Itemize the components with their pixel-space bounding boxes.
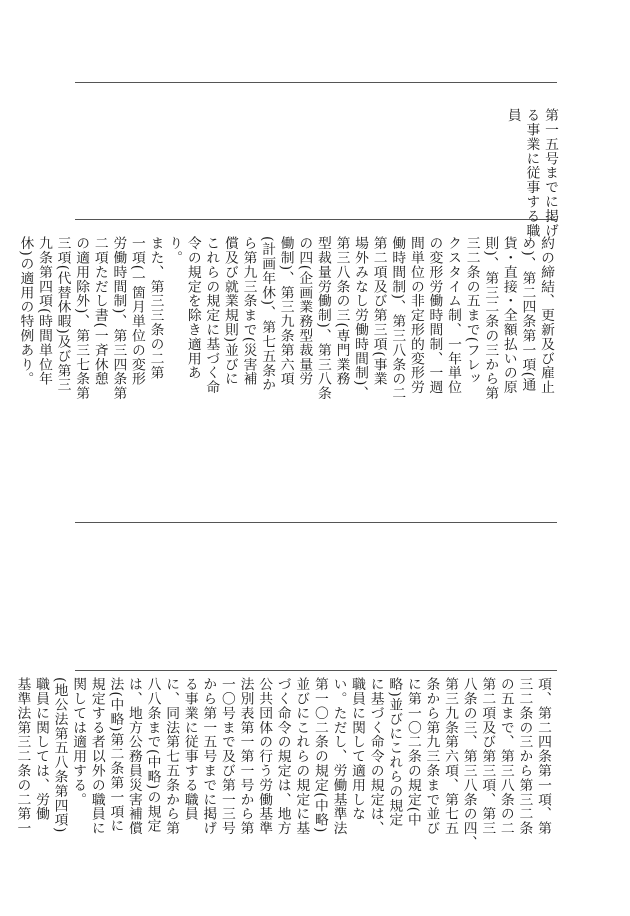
text-line: の変形労働時間制、一週 — [426, 236, 443, 395]
text-line: 三項(代替休暇)及び第三 — [54, 236, 71, 392]
text-line: 則)、第三二条の三から第 — [482, 236, 499, 401]
text-line: 働制)、第三九条第六項 — [277, 236, 294, 386]
text-block-local-public-service-law — [13, 677, 552, 850]
text-line: 第二項及び第三項、第三 — [479, 677, 496, 836]
text-line: 第二項及び第三項(事業 — [370, 236, 387, 386]
text-line: の四(企画業務型裁量労 — [296, 236, 313, 386]
text-block-exceptions — [16, 236, 555, 400]
text-line: づく命令の規定は、地方 — [274, 677, 291, 836]
text-line: 一〇号まで及び第一三号 — [218, 677, 235, 836]
text-line: 八条の三、第三八条の四、 — [460, 677, 477, 850]
text-line: 一項(一箇月単位の変形 — [128, 236, 145, 386]
text-line: り。 — [166, 236, 183, 265]
divider-rule — [75, 522, 557, 523]
text-line: 公共団体の行う労働基準 — [256, 677, 273, 836]
text-line: 償及び就業規則)並びに — [221, 236, 238, 386]
text-line: 労働時間制)、第三四条第 — [110, 236, 127, 401]
text-line: る事業に従事する職 — [523, 108, 540, 238]
text-line: 間単位の非定形的変形労 — [407, 236, 424, 395]
text-line: る事業に従事する職員 — [181, 677, 198, 821]
text-line: い。ただし、労働基準法 — [330, 677, 347, 836]
text-line: 条から第九三条まで並び — [423, 677, 440, 836]
text-line: の五まで、第三八条の二 — [497, 677, 514, 836]
text-line: これらの規定に基づく命 — [203, 236, 220, 395]
text-line: ら第九三条まで(災害補 — [240, 236, 257, 386]
text-line: 法別表第一第一号から第 — [237, 677, 254, 836]
text-line: 職員に関しては、労働 — [32, 677, 49, 821]
text-line: から第一五号までに掲げ — [200, 677, 217, 836]
text-line: 関しては適用する。 — [70, 677, 87, 807]
text-line: 働時間制)、第三八条の二 — [389, 236, 406, 401]
text-line: 型裁量労働制)、第三八条 — [314, 236, 331, 401]
text-line: に第一〇二条の規定(中 — [404, 677, 421, 827]
text-line: 休)の適用の特例あり。 — [17, 236, 34, 386]
text-line: 三二条の五まで(フレッ — [463, 236, 480, 386]
text-line: 規定する者以外の職員に — [88, 677, 105, 836]
text-line: (地公法第五八条第四項) — [51, 677, 68, 833]
text-line: 法(中略)第二条第一項に — [107, 677, 124, 833]
text-line: 項、第二四条第一項、第 — [535, 677, 551, 836]
text-line: の適用除外)、第三七条第 — [73, 236, 90, 401]
text-line: 職員に関して適用しな — [349, 677, 366, 821]
text-line: 第一五号までに掲げ — [542, 108, 558, 238]
text-line: クスタイム制、一年単位 — [445, 236, 462, 395]
text-line: 略)並びにこれらの規定 — [386, 677, 403, 827]
text-line: 第一〇二条の規定(中略) — [311, 677, 328, 833]
text-line: に、同法第七五条から第 — [163, 677, 180, 836]
text-line: は、地方公務員災害補償 — [125, 677, 142, 836]
text-line: 場外みなし労働時間制)、 — [352, 236, 369, 401]
text-line: 三二条の三から第三二条 — [516, 677, 533, 836]
text-line: 二項ただし書(一斉休憩 — [91, 236, 108, 386]
text-line: 貨・直接・全額払いの原 — [500, 236, 517, 395]
text-line: 八八条まで(中略)の規定 — [144, 677, 161, 833]
divider-rule — [75, 219, 557, 220]
divider-rule — [75, 82, 557, 83]
text-line: 員 — [504, 108, 521, 123]
divider-rule — [75, 670, 557, 671]
text-block-applicable-staff — [503, 108, 559, 238]
text-line: に基づく命令の規定は、 — [367, 677, 384, 836]
text-line: 令の規定を除き適用あ — [184, 236, 201, 380]
text-line: 第三九条第六項、第七五 — [442, 677, 459, 836]
text-line: 九条第四項(時間単位年 — [35, 236, 52, 386]
text-line: 約の締結、更新及び雇止 — [538, 236, 554, 395]
text-line: め)、第二四条第一項(通 — [519, 236, 536, 392]
text-line: (計画年休)、第七五条か — [259, 236, 276, 392]
text-line: 並びにこれらの規定に基 — [293, 677, 310, 836]
text-line: 基準法第三二条の二第一 — [14, 677, 31, 836]
text-line: また、第三三条の二第 — [147, 236, 164, 380]
text-line: 第三八条の三(専門業務 — [333, 236, 350, 386]
